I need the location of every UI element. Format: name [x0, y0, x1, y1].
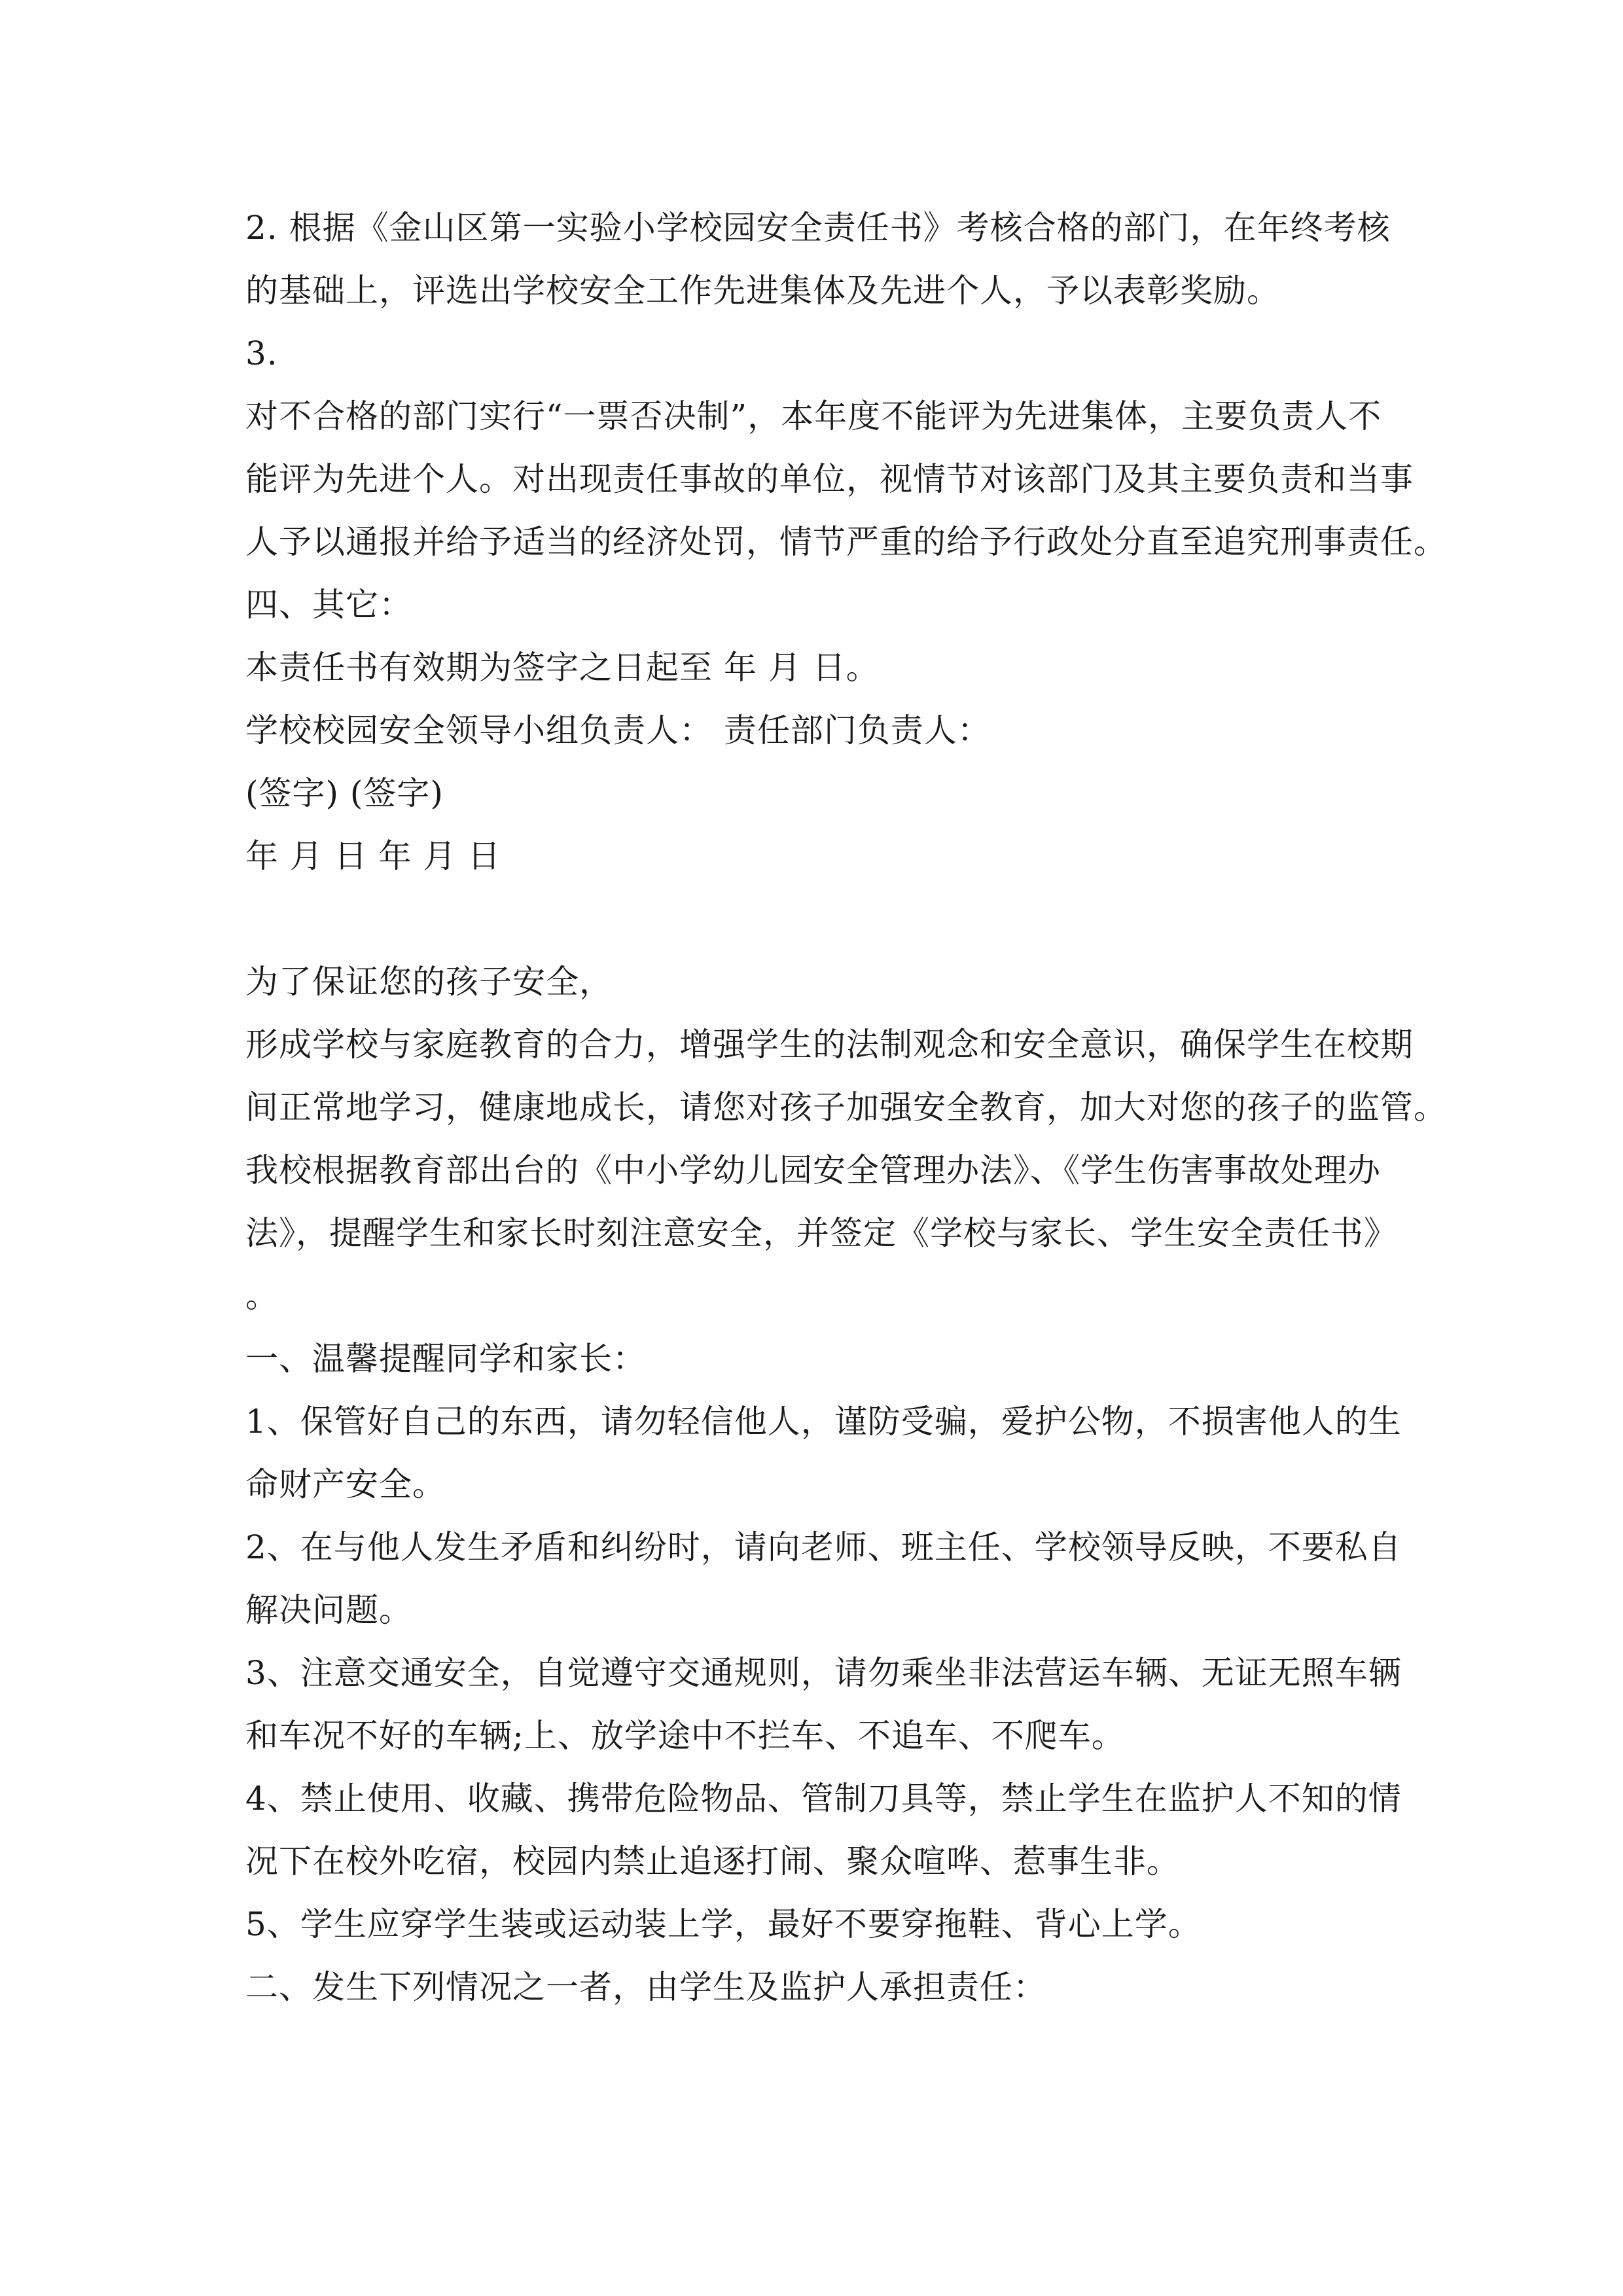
text-line: 命财产安全。	[245, 1465, 446, 1503]
list-item: 4、禁止使用、收藏、携带危险物品、管制刀具等，禁止学生在监护人不知的情	[245, 1780, 1402, 1818]
text-line: 对不合格的部门实行“一票否决制”，本年度不能评为先进集体，主要负责人不	[245, 397, 1382, 435]
text-line: 3.	[245, 334, 278, 372]
list-item: 3、注意交通安全，自觉遵守交通规则，请勿乘坐非法营运车辆、无证无照车辆	[245, 1654, 1402, 1692]
text-line: 和车况不好的车辆;上、放学途中不拦车、不追车、不爬车。	[245, 1717, 1125, 1755]
text-line: 2. 根据《金山区第一实验小学校园安全责任书》考核合格的部门，在年终考核	[245, 209, 1391, 247]
text-line: 解决问题。	[245, 1591, 412, 1629]
list-item: 1、保管好自己的东西，请勿轻信他人，谨防受骗，爱护公物，不损害他人的生	[245, 1403, 1402, 1441]
text-line: 为了保证您的孩子安全，	[245, 963, 613, 1001]
text-line: 。	[245, 1277, 279, 1315]
text-line: 形成学校与家庭教育的合力，增强学生的法制观念和安全意识，确保学生在校期	[245, 1026, 1414, 1064]
text-line: 我校根据教育部出台的《中小学幼儿园安全管理办法》、《学生伤害事故处理办	[245, 1151, 1381, 1189]
signature-line: (签字) (签字)	[245, 774, 444, 812]
text-line: 能评为先进个人。对出现责任事故的单位，视情节对该部门及其主要负责和当事	[245, 460, 1414, 498]
text-line: 况下在校外吃宿，校园内禁止追逐打闹、聚众喧哗、惹事生非。	[245, 1842, 1180, 1880]
list-item: 5、学生应穿学生装或运动装上学，最好不要穿拖鞋、背心上学。	[245, 1905, 1202, 1943]
section-heading: 四、其它：	[245, 586, 412, 624]
section-heading: 二、发生下列情况之一者，由学生及监护人承担责任：	[245, 1968, 1046, 2006]
list-item: 2、在与他人发生矛盾和纠纷时，请向老师、班主任、学校领导反映，不要私自	[245, 1528, 1402, 1566]
signature-label-line: 学校校园安全领导小组负责人： 责任部门负责人：	[245, 711, 991, 749]
text-line: 本责任书有效期为签字之日起至 年 月 日。	[245, 649, 880, 687]
text-line: 法》，提醒学生和家长时刻注意安全，并签定《学校与家长、学生安全责任书》	[245, 1214, 1397, 1252]
section-heading: 一、温馨提醒同学和家长：	[245, 1340, 646, 1378]
text-line: 间正常地学习，健康地成长，请您对孩子加强安全教育，加大对您的孩子的监管。	[245, 1088, 1447, 1126]
text-line: 的基础上，评选出学校安全工作先进集体及先进个人，予以表彰奖励。	[245, 272, 1280, 310]
date-line: 年 月 日 年 月 日	[245, 837, 501, 875]
text-line: 人予以通报并给予适当的经济处罚，情节严重的给予行政处分直至追究刑事责任。	[245, 523, 1447, 561]
